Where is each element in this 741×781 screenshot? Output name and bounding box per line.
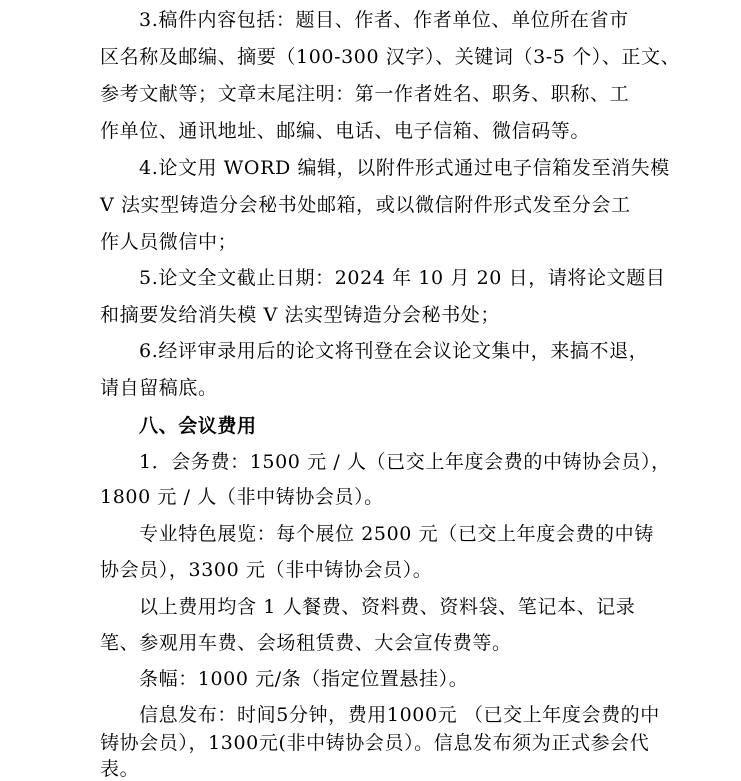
paragraph-line: 以上费用均含 1 人餐费、资料费、资料袋、笔记本、记录 xyxy=(139,596,636,618)
section-heading: 八、会议费用 xyxy=(139,415,257,437)
paragraph-line: 表。 xyxy=(100,758,140,780)
paragraph-line: 5.论文全文截止日期：2024 年 10 月 20 日，请将论文题目 xyxy=(139,267,666,289)
paragraph-line: 请自留稿底。 xyxy=(100,377,218,399)
paragraph-line: 1．会务费：1500 元 / 人（已交上年度会费的中铸协会员）， xyxy=(139,451,671,473)
paragraph-line: 作单位、通讯地址、邮编、电话、电子信箱、微信码等。 xyxy=(100,120,591,142)
paragraph-line: V 法实型铸造分会秘书处邮箱，或以微信附件形式发至分会工 xyxy=(100,194,631,216)
paragraph-line: 条幅：1000 元/条（指定位置悬挂）。 xyxy=(139,668,469,690)
paragraph-line: 专业特色展览：每个展位 2500 元（已交上年度会费的中铸 xyxy=(139,523,654,545)
paragraph-line: 3.稿件内容包括：题目、作者、作者单位、单位所在省市 xyxy=(139,9,629,31)
paragraph-line: 区名称及邮编、摘要（100-300 汉字）、关键词（3-5 个）、正文、 xyxy=(100,46,681,68)
paragraph-line: 铸协会员），1300元(非中铸协会员）。信息发布须为正式参会代 xyxy=(100,732,650,754)
paragraph-line: 1800 元 / 人（非中铸协会员）。 xyxy=(100,486,384,508)
paragraph-line: 6.经评审录用后的论文将刊登在会议论文集中，来搞不退， xyxy=(139,340,649,362)
paragraph-line: 4.论文用 WORD 编辑，以附件形式通过电子信箱发至消失模 xyxy=(139,157,670,179)
paragraph-line: 信息发布：时间5分钟，费用1000元 （已交上年度会费的中 xyxy=(139,704,660,726)
paragraph-line: 参考文献等；文章末尾注明：第一作者姓名、职务、职称、工 xyxy=(100,83,630,105)
paragraph-line: 笔、参观用车费、会场租赁费、大会宣传费等。 xyxy=(100,632,512,654)
paragraph-line: 作人员微信中； xyxy=(100,231,238,253)
paragraph-line: 和摘要发给消失模 V 法实型铸造分会秘书处； xyxy=(100,304,501,326)
paragraph-line: 协会员），3300 元（非中铸协会员）。 xyxy=(100,559,433,581)
